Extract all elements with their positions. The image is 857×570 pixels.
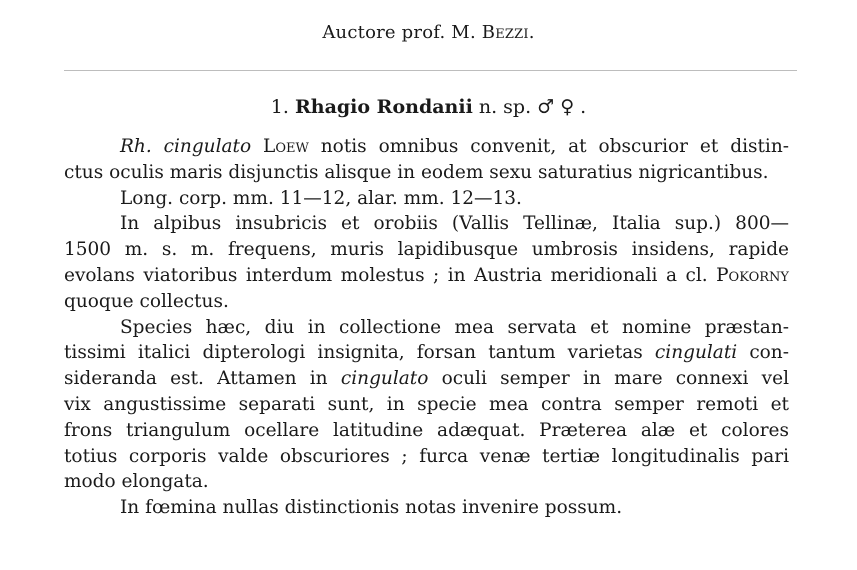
taxon-name: cingulato	[340, 368, 429, 390]
text-segment: sideranda est. Attamen in	[64, 368, 328, 390]
paragraph-1-line-2: ctus oculis maris disjunctis alisque in eodem sexu saturatius nigricantibus.	[64, 161, 769, 183]
author-ref: Loew	[263, 136, 309, 157]
paragraph-4-line-1: Species hæc, diu in collectione mea servata et nomine præstan-	[120, 316, 789, 338]
paragraph-2-line-1: Long. corp. mm. 11—12, alar. mm. 12—13.	[120, 187, 522, 209]
paragraph-3-line-2: 1500 m. s. m. frequens, muris lapidibusque umbrosis insidens, rapide	[64, 239, 789, 261]
paragraph-4-line-2	[64, 340, 789, 366]
paragraph-5-line-1: In fœmina nullas distinctionis notas invenire possum.	[120, 497, 623, 519]
collector-name: Pokorny	[716, 264, 789, 286]
text-segment: oculi semper in mare connexi vel	[441, 368, 789, 390]
text-segment: con-	[749, 342, 789, 364]
author-header	[0, 22, 857, 43]
paragraph-3-line-4: quoque collectus.	[64, 290, 229, 312]
species-number: 1.	[270, 96, 289, 118]
paragraph-4-line-5: frons triangulum ocellare latitudine adæquat. Præterea alæ et colores	[64, 419, 789, 441]
species-title	[0, 96, 857, 118]
header-divider	[64, 70, 797, 71]
text-segment: tissimi italici dipterologi insignita, forsan tantum varietas	[64, 342, 643, 364]
paragraph-4-line-3	[64, 366, 789, 392]
document-body	[64, 134, 789, 521]
paragraph-4-line-6: totius corporis valde obscuriores ; furca venæ tertiæ longitudinalis pari	[64, 445, 789, 467]
paragraph-3-line-1: In alpibus insubricis et orobiis (Vallis Tellinæ, Italia sup.) 800—	[120, 213, 789, 235]
paragraph-4-line-7: modo elongata.	[64, 471, 209, 493]
taxon-name: Rh. cingulato	[120, 136, 252, 157]
species-suffix: n. sp. ♂ ♀ .	[478, 96, 587, 118]
species-name: Rhagio Rondanii	[294, 96, 473, 118]
text-segment: notis omnibus convenit, at obscurior et distin-	[320, 136, 789, 157]
taxon-name: cingulati	[654, 342, 738, 364]
paragraph-1-line-1	[64, 134, 789, 160]
author-prefix: Auctore prof. M.	[322, 22, 482, 43]
paragraph-3-line-3	[64, 263, 789, 289]
author-name: Bezzi.	[481, 22, 535, 43]
text-segment: evolans viatoribus interdum molestus ; in Austria meridionali a cl.	[64, 264, 708, 286]
paragraph-4-line-4: vix angustissime separati sunt, in specie mea contra semper remoti et	[64, 393, 789, 415]
